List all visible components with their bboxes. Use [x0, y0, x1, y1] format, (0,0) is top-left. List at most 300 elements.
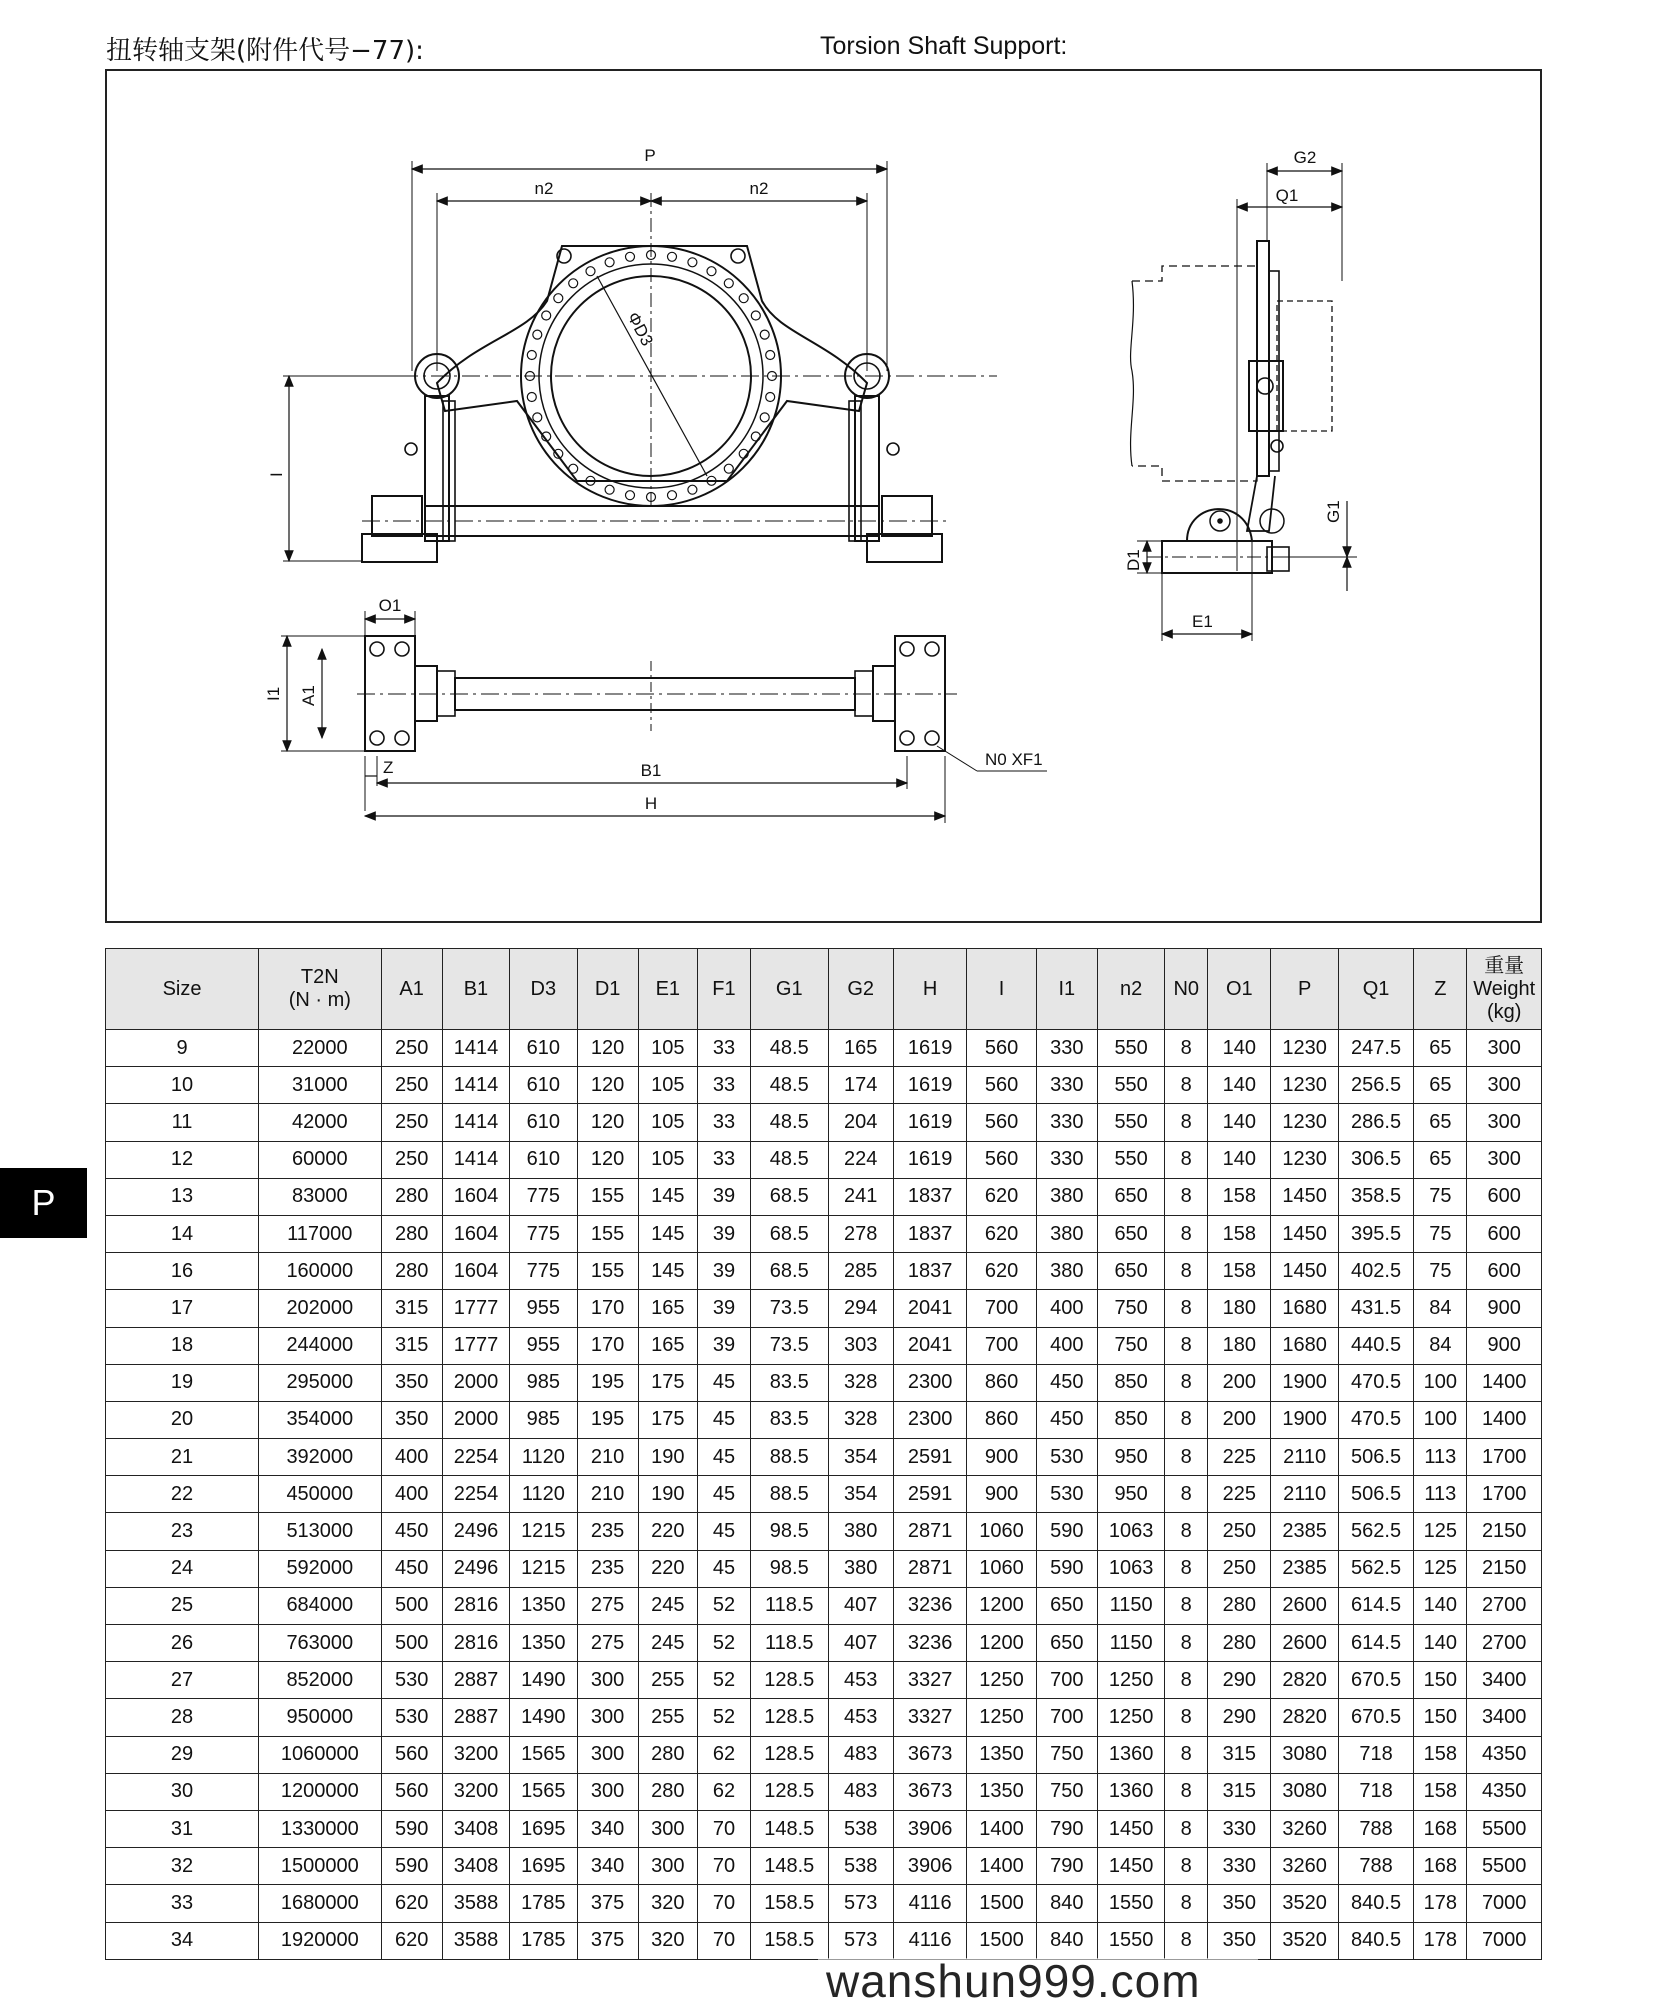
- table-cell: 174: [828, 1067, 893, 1104]
- table-cell: 900: [967, 1476, 1036, 1513]
- table-row: [106, 1327, 1542, 1364]
- bolt-hole: [739, 294, 748, 303]
- table-cell: 790: [1036, 1848, 1097, 1885]
- table-cell: 48.5: [750, 1067, 828, 1104]
- table-cell: 2600: [1271, 1625, 1338, 1662]
- table-cell: 2150: [1467, 1513, 1542, 1550]
- table-cell: 280: [381, 1178, 442, 1215]
- table-cell: 900: [967, 1439, 1036, 1476]
- table-cell: 530: [1036, 1439, 1097, 1476]
- table-cell: 52: [697, 1662, 750, 1699]
- table-row: [106, 1030, 1542, 1067]
- table-cell: 402.5: [1338, 1253, 1414, 1290]
- table-cell: 83.5: [750, 1401, 828, 1438]
- table-cell: 450: [381, 1513, 442, 1550]
- table-cell: 280: [381, 1215, 442, 1252]
- table-cell: 120: [577, 1104, 638, 1141]
- table-cell: 4116: [893, 1922, 966, 1959]
- table-cell: 180: [1208, 1290, 1271, 1327]
- table-cell: 1230: [1271, 1030, 1338, 1067]
- table-cell: 950000: [259, 1699, 381, 1736]
- table-cell: 128.5: [750, 1736, 828, 1773]
- table-cell: 52: [697, 1587, 750, 1624]
- table-cell: 684000: [259, 1587, 381, 1624]
- table-cell: 900: [1467, 1290, 1542, 1327]
- table-cell: 70: [697, 1848, 750, 1885]
- table-cell: 3400: [1467, 1662, 1542, 1699]
- table-cell: 29: [106, 1736, 259, 1773]
- column-header: [697, 949, 750, 1030]
- table-cell: 11: [106, 1104, 259, 1141]
- bolt-hole: [766, 393, 775, 402]
- bolt-hole: [554, 294, 563, 303]
- side-view: [1124, 148, 1357, 641]
- table-cell: 330: [1036, 1067, 1097, 1104]
- column-header: [1165, 949, 1208, 1030]
- table-cell: 1250: [967, 1699, 1036, 1736]
- bolt-hole: [760, 330, 769, 339]
- table-cell: 1230: [1271, 1141, 1338, 1178]
- table-cell: 315: [381, 1290, 442, 1327]
- table-cell: 245: [638, 1625, 697, 1662]
- table-cell: 3673: [893, 1736, 966, 1773]
- table-cell: 224: [828, 1141, 893, 1178]
- table-cell: 610: [510, 1067, 577, 1104]
- table-cell: 105: [638, 1141, 697, 1178]
- table-cell: 140: [1414, 1625, 1467, 1662]
- table-cell: 650: [1097, 1253, 1164, 1290]
- table-cell: 300: [577, 1662, 638, 1699]
- table-cell: 145: [638, 1215, 697, 1252]
- table-cell: 158: [1208, 1253, 1271, 1290]
- table-cell: 2816: [442, 1625, 509, 1662]
- table-cell: 620: [967, 1178, 1036, 1215]
- table-cell: 2041: [893, 1290, 966, 1327]
- table-cell: 860: [967, 1401, 1036, 1438]
- table-cell: 39: [697, 1290, 750, 1327]
- table-cell: 950: [1097, 1439, 1164, 1476]
- table-cell: 275: [577, 1587, 638, 1624]
- column-header-line: 重量: [1484, 954, 1525, 977]
- table-cell: 39: [697, 1327, 750, 1364]
- table-cell: 3588: [442, 1885, 509, 1922]
- table-cell: 250: [1208, 1550, 1271, 1587]
- table-cell: 3327: [893, 1662, 966, 1699]
- table-cell: 775: [510, 1253, 577, 1290]
- label-n0-xf1: N0 XF1: [985, 750, 1043, 769]
- table-cell: 750: [1036, 1773, 1097, 1810]
- table-cell: 68.5: [750, 1253, 828, 1290]
- table-cell: 380: [1036, 1253, 1097, 1290]
- bolt-hole: [533, 330, 542, 339]
- table-cell: 330: [1036, 1141, 1097, 1178]
- dim-label-e1: E1: [1192, 612, 1213, 631]
- table-cell: 245: [638, 1587, 697, 1624]
- table-cell: 8: [1165, 1662, 1208, 1699]
- table-cell: 75: [1414, 1178, 1467, 1215]
- table-cell: 280: [638, 1736, 697, 1773]
- table-row: [106, 1699, 1542, 1736]
- table-cell: 160000: [259, 1253, 381, 1290]
- table-cell: 955: [510, 1327, 577, 1364]
- table-cell: 1785: [510, 1922, 577, 1959]
- table-cell: 280: [638, 1773, 697, 1810]
- table-cell: 2887: [442, 1662, 509, 1699]
- table-cell: 3080: [1271, 1773, 1338, 1810]
- column-header: [1414, 949, 1467, 1030]
- table-row: [106, 1587, 1542, 1624]
- table-cell: 2000: [442, 1401, 509, 1438]
- table-cell: 573: [828, 1885, 893, 1922]
- table-cell: 1360: [1097, 1773, 1164, 1810]
- table-cell: 500: [381, 1587, 442, 1624]
- table-cell: 1400: [967, 1848, 1036, 1885]
- table-row: [106, 1550, 1542, 1587]
- table-cell: 600: [1467, 1178, 1542, 1215]
- table-cell: 195: [577, 1364, 638, 1401]
- table-cell: 145: [638, 1253, 697, 1290]
- table-cell: 375: [577, 1885, 638, 1922]
- table-cell: 8: [1165, 1810, 1208, 1847]
- watermark: wanshun999.com: [826, 1955, 1201, 2007]
- table-cell: 750: [1097, 1327, 1164, 1364]
- table-cell: 400: [381, 1439, 442, 1476]
- table-cell: 73.5: [750, 1290, 828, 1327]
- table-cell: 4116: [893, 1885, 966, 1922]
- table-cell: 2871: [893, 1550, 966, 1587]
- table-cell: 3200: [442, 1773, 509, 1810]
- bolt-hole: [527, 351, 536, 360]
- table-cell: 105: [638, 1067, 697, 1104]
- table-cell: 75: [1414, 1253, 1467, 1290]
- table-cell: 1700: [1467, 1439, 1542, 1476]
- table-cell: 8: [1165, 1848, 1208, 1885]
- table-cell: 840: [1036, 1885, 1097, 1922]
- table-cell: 354: [828, 1439, 893, 1476]
- table-cell: 1450: [1271, 1253, 1338, 1290]
- table-cell: 1360: [1097, 1736, 1164, 1773]
- bolt-hole: [707, 267, 716, 276]
- table-cell: 150: [1414, 1699, 1467, 1736]
- table-cell: 2300: [893, 1364, 966, 1401]
- column-header-line: (kg): [1486, 1000, 1522, 1023]
- table-cell: 28: [106, 1699, 259, 1736]
- table-cell: 400: [1036, 1290, 1097, 1327]
- table-cell: 255: [638, 1699, 697, 1736]
- table-cell: 8: [1165, 1699, 1208, 1736]
- table-cell: 220: [638, 1513, 697, 1550]
- bolt-hole: [724, 464, 733, 473]
- table-cell: 19: [106, 1364, 259, 1401]
- table-cell: 178: [1414, 1885, 1467, 1922]
- table-cell: 45: [697, 1439, 750, 1476]
- table-cell: 2700: [1467, 1625, 1542, 1662]
- table-cell: 620: [381, 1922, 442, 1959]
- table-cell: 45: [697, 1364, 750, 1401]
- table-cell: 20: [106, 1401, 259, 1438]
- bolt-hole: [751, 432, 760, 441]
- table-cell: 88.5: [750, 1439, 828, 1476]
- table-cell: 220: [638, 1550, 697, 1587]
- table-cell: 538: [828, 1810, 893, 1847]
- bolt-hole: [605, 485, 614, 494]
- column-header-line: (N · m): [288, 989, 351, 1011]
- table-cell: 42000: [259, 1104, 381, 1141]
- table-cell: 840: [1036, 1922, 1097, 1959]
- table-cell: 200: [1208, 1364, 1271, 1401]
- dim-label-b1: B1: [640, 761, 662, 780]
- table-cell: 33: [697, 1104, 750, 1141]
- table-cell: 300: [1467, 1067, 1542, 1104]
- table-cell: 98.5: [750, 1513, 828, 1550]
- table-cell: 7000: [1467, 1885, 1542, 1922]
- bolt-hole: [586, 267, 595, 276]
- table-cell: 75: [1414, 1215, 1467, 1252]
- table-cell: 1490: [510, 1699, 577, 1736]
- table-cell: 2871: [893, 1513, 966, 1550]
- table-cell: 1414: [442, 1030, 509, 1067]
- table-cell: 380: [1036, 1178, 1097, 1215]
- table-cell: 300: [577, 1736, 638, 1773]
- table-cell: 158.5: [750, 1922, 828, 1959]
- column-header-line: D1: [594, 977, 621, 1000]
- column-header: [510, 949, 577, 1030]
- table-cell: 950: [1097, 1476, 1164, 1513]
- table-cell: 1414: [442, 1067, 509, 1104]
- table-cell: 150: [1414, 1662, 1467, 1699]
- table-cell: 2385: [1271, 1550, 1338, 1587]
- table-cell: 450: [381, 1550, 442, 1587]
- table-cell: 128.5: [750, 1662, 828, 1699]
- bolt-hole: [688, 258, 697, 267]
- table-cell: 105: [638, 1104, 697, 1141]
- table-cell: 250: [381, 1104, 442, 1141]
- table-cell: 380: [828, 1513, 893, 1550]
- dim-label-z: Z: [383, 758, 394, 777]
- table-cell: 1450: [1097, 1848, 1164, 1885]
- column-header-line: G1: [775, 977, 803, 1000]
- table-cell: 241: [828, 1178, 893, 1215]
- table-cell: 592000: [259, 1550, 381, 1587]
- table-cell: 235: [577, 1513, 638, 1550]
- table-cell: 22000: [259, 1030, 381, 1067]
- table-cell: 560: [381, 1736, 442, 1773]
- table-cell: 2150: [1467, 1550, 1542, 1587]
- bolt-hole: [688, 485, 697, 494]
- table-cell: 483: [828, 1773, 893, 1810]
- table-cell: 850: [1097, 1364, 1164, 1401]
- table-cell: 73.5: [750, 1327, 828, 1364]
- table-cell: 395.5: [1338, 1215, 1414, 1252]
- column-header-line: O1: [1225, 977, 1253, 1000]
- table-cell: 70: [697, 1922, 750, 1959]
- table-cell: 2820: [1271, 1699, 1338, 1736]
- table-cell: 165: [638, 1290, 697, 1327]
- column-header-line: B1: [463, 977, 489, 1000]
- table-cell: 3236: [893, 1625, 966, 1662]
- dim-label-n2-left: n2: [534, 179, 554, 198]
- table-cell: 1150: [1097, 1625, 1164, 1662]
- table-cell: 560: [381, 1773, 442, 1810]
- table-cell: 550: [1097, 1141, 1164, 1178]
- column-header: [638, 949, 697, 1030]
- table-cell: 350: [381, 1401, 442, 1438]
- table-cell: 2591: [893, 1439, 966, 1476]
- table-cell: 330: [1208, 1810, 1271, 1847]
- table-cell: 148.5: [750, 1810, 828, 1847]
- table-cell: 2496: [442, 1513, 509, 1550]
- table-cell: 8: [1165, 1030, 1208, 1067]
- table-cell: 775: [510, 1178, 577, 1215]
- table-cell: 1619: [893, 1030, 966, 1067]
- table-cell: 1250: [1097, 1699, 1164, 1736]
- table-cell: 550: [1097, 1030, 1164, 1067]
- table-cell: 48.5: [750, 1141, 828, 1178]
- dimension-table: [105, 948, 1542, 1960]
- bolt-hole: [668, 491, 677, 500]
- table-cell: 315: [1208, 1736, 1271, 1773]
- table-cell: 3520: [1271, 1922, 1338, 1959]
- table-cell: 30: [106, 1773, 259, 1810]
- table-cell: 3260: [1271, 1848, 1338, 1885]
- table-cell: 315: [1208, 1773, 1271, 1810]
- table-cell: 2600: [1271, 1587, 1338, 1624]
- table-cell: 1230: [1271, 1067, 1338, 1104]
- table-cell: 120: [577, 1067, 638, 1104]
- table-cell: 84: [1414, 1327, 1467, 1364]
- table-cell: 610: [510, 1030, 577, 1067]
- table-cell: 65: [1414, 1067, 1467, 1104]
- table-cell: 145: [638, 1178, 697, 1215]
- table-cell: 1900: [1271, 1364, 1338, 1401]
- table-cell: 750: [1036, 1736, 1097, 1773]
- table-cell: 1695: [510, 1848, 577, 1885]
- bolt-hole: [542, 311, 551, 320]
- table-cell: 113: [1414, 1476, 1467, 1513]
- table-cell: 2041: [893, 1327, 966, 1364]
- table-cell: 62: [697, 1773, 750, 1810]
- table-cell: 407: [828, 1625, 893, 1662]
- table-cell: 48.5: [750, 1104, 828, 1141]
- table-cell: 280: [381, 1253, 442, 1290]
- table-cell: 31000: [259, 1067, 381, 1104]
- table-cell: 1450: [1271, 1215, 1338, 1252]
- column-header-line: D3: [530, 977, 557, 1000]
- table-cell: 900: [1467, 1327, 1542, 1364]
- table-cell: 300: [1467, 1141, 1542, 1178]
- column-header-line: P: [1297, 977, 1312, 1000]
- table-cell: 3200: [442, 1736, 509, 1773]
- table-header-row: [106, 949, 1542, 1030]
- table-cell: 52: [697, 1625, 750, 1662]
- table-cell: 8: [1165, 1290, 1208, 1327]
- table-cell: 1695: [510, 1810, 577, 1847]
- table-cell: 1414: [442, 1141, 509, 1178]
- table-cell: 700: [1036, 1662, 1097, 1699]
- column-header-line: n2: [1120, 977, 1143, 1000]
- table-row: [106, 1848, 1542, 1885]
- column-header-line: N0: [1173, 977, 1200, 1000]
- table-cell: 530: [381, 1699, 442, 1736]
- dim-label-p: P: [644, 146, 656, 165]
- table-cell: 140: [1208, 1141, 1271, 1178]
- table-cell: 1215: [510, 1550, 577, 1587]
- bolt-hole: [751, 311, 760, 320]
- table-cell: 60000: [259, 1141, 381, 1178]
- table-cell: 790: [1036, 1810, 1097, 1847]
- page-title-english: Torsion Shaft Support:: [820, 32, 1068, 60]
- bolt-hole: [766, 351, 775, 360]
- bolt-hole: [569, 279, 578, 288]
- table-cell: 788: [1338, 1810, 1414, 1847]
- table-cell: 65: [1414, 1141, 1467, 1178]
- table-cell: 8: [1165, 1587, 1208, 1624]
- table-cell: 1837: [893, 1253, 966, 1290]
- table-cell: 560: [967, 1141, 1036, 1178]
- table-cell: 68.5: [750, 1178, 828, 1215]
- table-row: [106, 1625, 1542, 1662]
- column-header-line: Z: [1434, 977, 1447, 1000]
- table-cell: 100: [1414, 1364, 1467, 1401]
- table-cell: 1619: [893, 1141, 966, 1178]
- table-cell: 560: [967, 1104, 1036, 1141]
- bolt-hole: [533, 413, 542, 422]
- table-cell: 2816: [442, 1587, 509, 1624]
- table-cell: 250: [381, 1030, 442, 1067]
- table-cell: 538: [828, 1848, 893, 1885]
- table-cell: 3520: [1271, 1885, 1338, 1922]
- table-cell: 1350: [967, 1773, 1036, 1810]
- table-cell: 1450: [1097, 1810, 1164, 1847]
- table-row: [106, 1810, 1542, 1847]
- table-cell: 244000: [259, 1327, 381, 1364]
- table-cell: 175: [638, 1364, 697, 1401]
- table-cell: 1063: [1097, 1513, 1164, 1550]
- table-cell: 1837: [893, 1215, 966, 1252]
- table-cell: 1060000: [259, 1736, 381, 1773]
- bolt-hole: [569, 464, 578, 473]
- table-cell: 330: [1208, 1848, 1271, 1885]
- table-cell: 65: [1414, 1030, 1467, 1067]
- table-cell: 33: [697, 1141, 750, 1178]
- table-cell: 68.5: [750, 1215, 828, 1252]
- table-cell: 303: [828, 1327, 893, 1364]
- table-cell: 300: [577, 1773, 638, 1810]
- table-cell: 380: [1036, 1215, 1097, 1252]
- table-cell: 300: [1467, 1030, 1542, 1067]
- table-cell: 4350: [1467, 1736, 1542, 1773]
- table-cell: 10: [106, 1067, 259, 1104]
- table-cell: 1350: [510, 1625, 577, 1662]
- column-header: [967, 949, 1036, 1030]
- column-header: [1036, 949, 1097, 1030]
- table-cell: 2591: [893, 1476, 966, 1513]
- table-cell: 65: [1414, 1104, 1467, 1141]
- table-cell: 3080: [1271, 1736, 1338, 1773]
- table-cell: 140: [1208, 1030, 1271, 1067]
- table-cell: 88.5: [750, 1476, 828, 1513]
- table-cell: 670.5: [1338, 1662, 1414, 1699]
- table-cell: 168: [1414, 1848, 1467, 1885]
- table-cell: 700: [1036, 1699, 1097, 1736]
- table-cell: 1215: [510, 1513, 577, 1550]
- table-cell: 125: [1414, 1550, 1467, 1587]
- table-cell: 3906: [893, 1848, 966, 1885]
- table-cell: 8: [1165, 1736, 1208, 1773]
- table-cell: 470.5: [1338, 1401, 1414, 1438]
- column-header: [750, 949, 828, 1030]
- table-cell: 955: [510, 1290, 577, 1327]
